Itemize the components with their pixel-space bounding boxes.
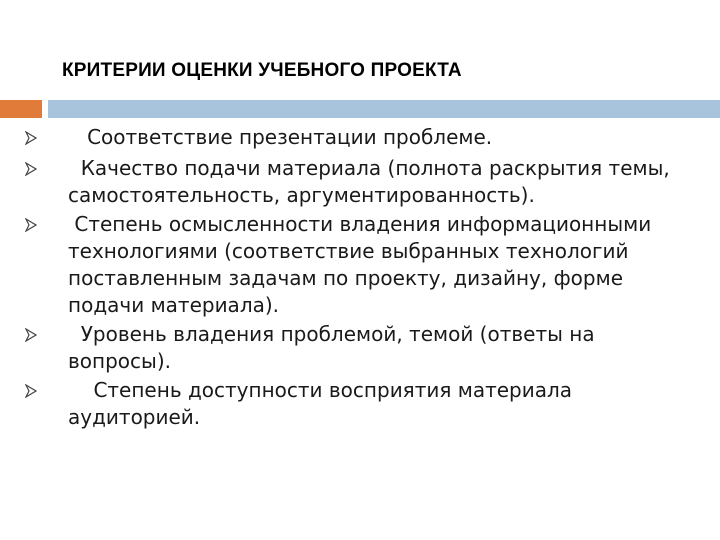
bullet-text: Степень осмысленности владения информационными технологиями (соответствие выбранных технологий поставленным задачам по проекту, дизайну, форме подачи материала). — [68, 212, 658, 317]
accent-bar-orange — [0, 100, 42, 118]
bullet-text: Уровень владения проблемой, темой (ответы на вопросы). — [68, 322, 601, 373]
accent-bar-blue — [48, 100, 720, 118]
arrow-bullet-icon — [25, 131, 37, 145]
bullet-text: Качество подачи материала (полнота раскрытия темы, самостоятельность, аргументированность). — [68, 156, 677, 207]
arrow-bullet-icon — [25, 328, 37, 342]
bullet-item — [0, 155, 720, 209]
arrow-bullet-icon — [25, 384, 37, 398]
arrow-bullet-icon — [25, 218, 37, 232]
arrow-bullet-icon — [25, 162, 37, 176]
bullet-item — [0, 124, 720, 151]
bullet-text: Соответствие презентации проблеме. — [68, 125, 493, 149]
slide-title: КРИТЕРИИ ОЦЕНКИ УЧЕБНОГО ПРОЕКТА — [62, 60, 462, 81]
bullet-text: Степень доступности восприятия материала аудиторией. — [68, 378, 579, 429]
bullet-list — [0, 118, 720, 431]
bullet-item — [0, 377, 720, 431]
bullet-item — [0, 321, 720, 375]
bullet-item — [0, 211, 720, 319]
